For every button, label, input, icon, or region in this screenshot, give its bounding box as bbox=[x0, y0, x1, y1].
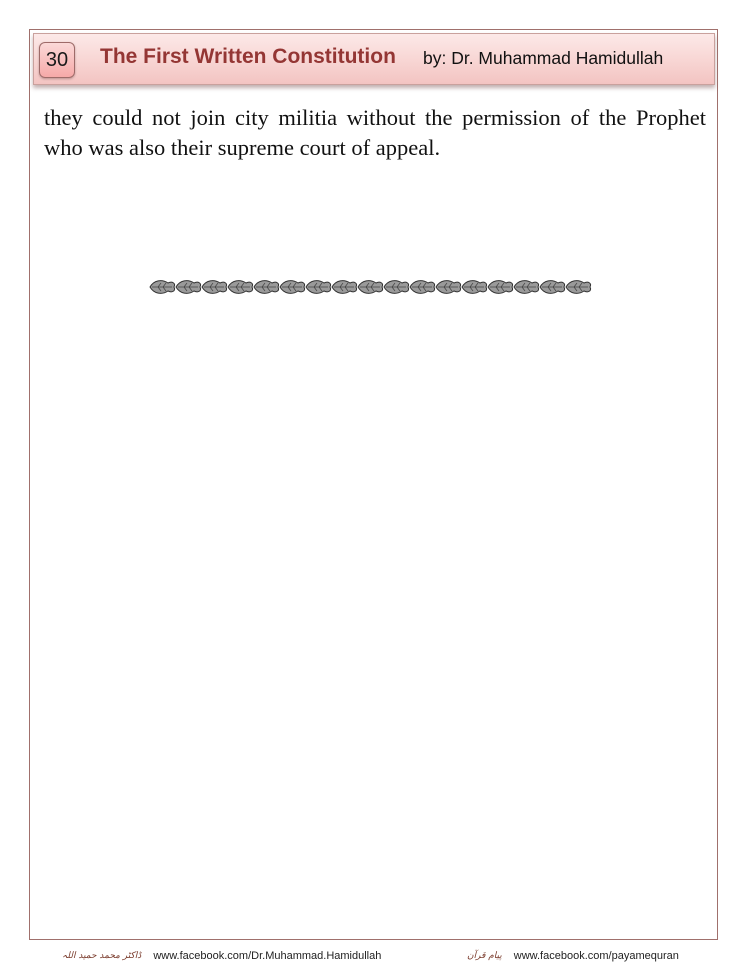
page-frame bbox=[29, 29, 718, 940]
author-byline: by: Dr. Muhammad Hamidullah bbox=[423, 48, 664, 68]
leaf-vine-ornament-icon bbox=[148, 277, 602, 297]
footer-left bbox=[62, 950, 381, 962]
page-number-badge: 30 bbox=[39, 42, 75, 78]
author-facebook-link[interactable]: www.facebook.com/Dr.Muhammad.Hamidullah bbox=[153, 950, 382, 962]
urdu-payam-label: پیام قرآن bbox=[467, 951, 502, 961]
footer-right bbox=[467, 950, 679, 962]
book-title: The First Written Constitution bbox=[100, 45, 396, 68]
body-paragraph: they could not join city militia without the permission of the Prophet who was also their supreme court of appeal. bbox=[44, 105, 706, 160]
payamequran-facebook-link[interactable]: www.facebook.com/payamequran bbox=[513, 950, 679, 962]
urdu-author-label: ڈاکٹر محمد حمید اللہ bbox=[62, 951, 142, 961]
